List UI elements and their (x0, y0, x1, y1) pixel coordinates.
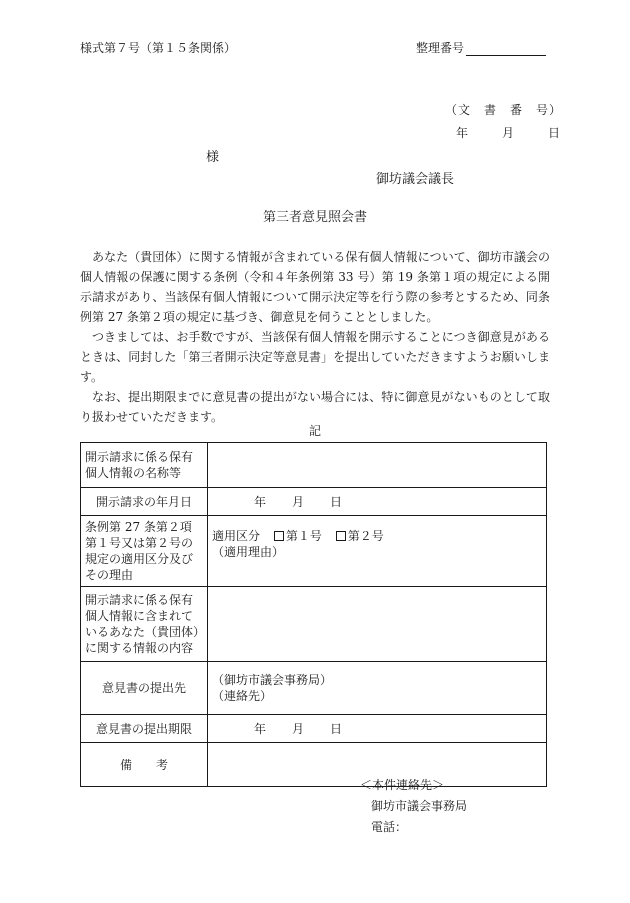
body-paragraph-3: なお、提出期限までに意見書の提出がない場合には、特に御意見がないものとして取り扱わせていただきます。 (80, 390, 550, 424)
field-info-content[interactable] (208, 587, 547, 662)
table-row (81, 743, 547, 787)
table-row (81, 587, 547, 662)
row-label-category: 条例第 27 条第２項第１号又は第２号の規定の適用区分及びその理由 (81, 516, 208, 587)
table-row (81, 662, 547, 715)
contact-label: ＜本件連絡先＞ (360, 778, 445, 792)
reference-number-label: 整理番号 (416, 41, 465, 55)
form-number: 様式第７号（第１５条関係） (80, 41, 237, 55)
request-date-year: 年 (254, 494, 267, 509)
row-label-request-date: 開示請求の年月日 (81, 488, 208, 516)
sender: 御坊議会議長 (376, 172, 455, 187)
row-label-submission-dest: 意見書の提出先 (81, 662, 208, 715)
letter-body (80, 247, 550, 427)
submission-office: （御坊市議会事務局） (212, 673, 333, 687)
document-number: （文 書 番 号） (445, 103, 563, 117)
field-request-date[interactable] (208, 488, 547, 516)
request-date-day: 日 (330, 494, 343, 509)
option-no1-label: 第１号 (285, 529, 322, 543)
ki-heading: 記 (308, 424, 321, 438)
deadline-year: 年 (254, 721, 267, 736)
table-row (81, 516, 547, 587)
addressee: 様 (206, 150, 220, 165)
row-label-info-content: 開示請求に係る保有個人情報に含まれているあなた（貴団体）に関する情報の内容 (81, 587, 208, 662)
table-row (81, 715, 547, 743)
field-deadline[interactable] (208, 715, 547, 743)
contact-office: 御坊市議会事務局 (371, 799, 468, 813)
date-year: 年 (456, 126, 469, 140)
category-label: 適用区分 (212, 529, 261, 543)
date-day: 日 (548, 126, 561, 140)
checkbox-no1[interactable] (274, 531, 284, 541)
field-info-name[interactable] (208, 443, 547, 488)
table-row (81, 488, 547, 516)
date-month: 月 (502, 126, 515, 140)
table-row (81, 443, 547, 488)
option-no1[interactable] (274, 528, 322, 544)
reference-number-field[interactable] (466, 55, 546, 56)
document-title: 第三者意見照会書 (262, 210, 367, 225)
inquiry-table (80, 442, 547, 787)
issue-date (456, 127, 560, 139)
submission-contact: （連絡先） (212, 689, 273, 703)
body-paragraph-1: あなた（貴団体）に関する情報が含まれている保有個人情報について、御坊市議会の個人情報の保護に関する条例（令和４年条例第 33 号）第 19 条第１項の規定による開示請求があり、当該保有個人情報について開示決定等を行う際の参考とするため、同条例第 27 条第２項の規定に基づき、御意見を伺うこととしました。 (80, 250, 550, 324)
option-no2-label: 第２号 (347, 529, 384, 543)
deadline-day: 日 (330, 721, 343, 736)
category-reason[interactable]: （適用理由） (212, 545, 285, 559)
option-no2[interactable] (336, 528, 384, 544)
row-label-info-name: 開示請求に係る保有個人情報の名称等 (81, 443, 208, 488)
request-date-month: 月 (292, 494, 305, 509)
checkbox-no2[interactable] (336, 531, 346, 541)
body-paragraph-2: つきましては、お手数ですが、当該保有個人情報を開示することにつき御意見があるときは、同封した「第三者開示決定等意見書」を提出していただきますようお願いします。 (80, 330, 550, 384)
row-label-remarks: 備 考 (81, 743, 208, 787)
deadline-month: 月 (292, 721, 305, 736)
row-label-deadline: 意見書の提出期限 (81, 715, 208, 743)
contact-tel: 電話： (371, 820, 408, 834)
field-submission-dest[interactable] (208, 662, 547, 715)
field-category (208, 516, 547, 587)
